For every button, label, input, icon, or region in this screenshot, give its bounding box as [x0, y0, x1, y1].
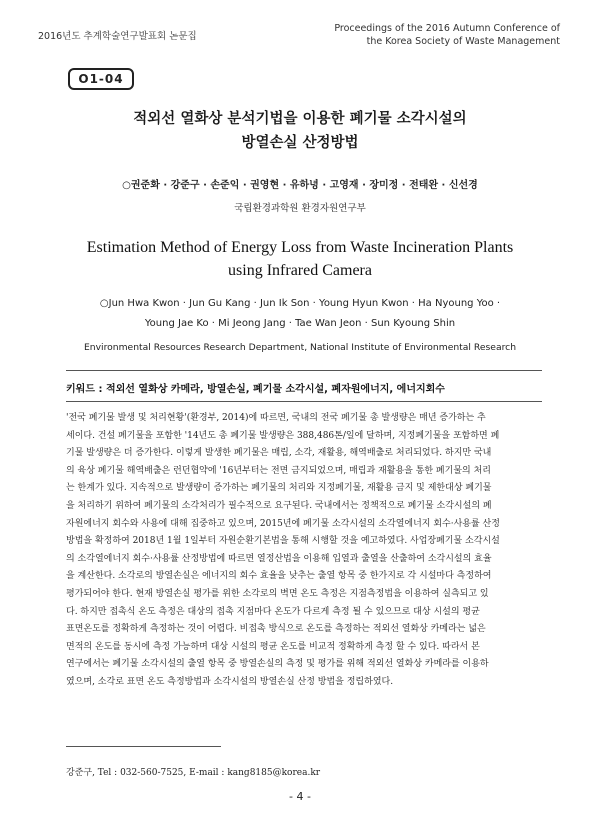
body-line: 다. 하지만 접촉식 온도 측정은 대상의 접촉 지점마다 온도가 다르게 측정 될 수 있으므로 대상 시설의 평균: [66, 606, 480, 617]
paper-code-badge: O1-04: [68, 68, 134, 90]
body-line: 기물 발생량은 더 증가한다. 이렇게 발생한 폐기물은 매립, 소각, 재활용, 해역배출로 처리되었다. 하지만 국내: [66, 448, 492, 459]
korean-affiliation: 국립환경과학원 환경자원연구부: [234, 203, 366, 214]
korean-title-line2: 방열손실 산정방법: [241, 135, 359, 151]
body-line: 의 소각열에너지 회수·사용률 산정방법에 따르면 열정산법을 이용해 입열과 출열을 산출하여 소각시설의 효율: [66, 553, 492, 564]
korean-title-line1: 적외선 열화상 분석기법을 이용한 폐기물 소각시설의: [133, 111, 467, 127]
keywords: 키워드 : 적외선 열화상 카메라, 방열손실, 폐기물 소각시설, 폐자원에너지, 에너지회수: [66, 384, 445, 395]
korean-authors: ○권준화 · 강준구 · 손준익 · 권영현 · 유하녕 · 고영재 · 장미정 · 전태완 · 신선경: [122, 180, 478, 191]
english-title-line1: Estimation Method of Energy Loss from Waste Incineration Plants: [86, 239, 514, 256]
body-line: 을 계산한다. 소각로의 방열손실은 에너지의 회수 효율을 낮추는 출열 항목 중 한가지로 각 시설마다 측정하여: [66, 571, 492, 582]
abstract-body: [66, 410, 542, 692]
english-affiliation: Environmental Resources Research Department, National Institute of Environmental Research: [83, 342, 517, 353]
body-line: 을 처리하기 위하여 폐기물의 소각처리가 필수적으로 요구된다. 국내에서는 정책적으로 폐기물 소각시설의 폐: [66, 500, 492, 511]
body-line: 평가되어야 한다. 현재 방열손실 평가를 위한 소각로의 벽면 온도 측정은 지점측정법을 이용하여 실측되고 있: [66, 588, 489, 599]
body-line: 였으며, 소각로 표면 온도 측정방법과 소각시설의 방열손실 산정 방법을 정립하였다.: [66, 676, 394, 687]
running-header-right: [334, 22, 560, 48]
page-number: - 4 -: [289, 790, 311, 803]
body-line: 세이다. 건설 폐기물을 포함한 '14년도 총 폐기물 발생량은 388,486톤/일에 달하며, 지정폐기물을 포함하면 폐: [66, 430, 500, 441]
body-line: 연구에서는 폐기물 소각시설의 출열 항목 중 방열손실의 측정 및 평가를 위해 적외선 열화상 카메라를 이용하: [66, 659, 489, 670]
running-header-right-line2: the Korea Society of Waste Management: [366, 36, 560, 47]
footnote-divider: [66, 746, 221, 747]
divider-keywords: [66, 401, 542, 402]
running-header-left: 2016년도 추계학술연구발표회 논문집: [38, 31, 197, 42]
english-title-line2: using Infrared Camera: [228, 262, 372, 279]
body-line: '전국 폐기물 발생 및 처리현황'(환경부, 2014)에 따르면, 국내의 전국 폐기물 총 발생량은 매년 증가하는 추: [66, 413, 486, 423]
body-line: 면적의 온도를 동시에 측정 가능하며 대상 시설의 평균 온도를 비교적 정확하게 측정 할 수 있다. 따라서 본: [66, 641, 480, 652]
footnote-contact: 강준구, Tel : 032-560-7525, E-mail : kang8185@korea.kr: [66, 768, 321, 778]
body-line: 자원에너지 회수와 사용에 대해 집중하고 있으며, 2015년에 폐기물 소각시설의 소각열에너지 회수·사용률 산정: [66, 518, 500, 529]
english-authors-line2: Young Jae Ko · Mi Jeong Jang · Tae Wan Jeon · Sun Kyoung Shin: [144, 318, 456, 329]
body-line: 는 한계가 있다. 지속적으로 발생량이 증가하는 폐기물의 처리와 지정폐기물, 재활용 금지 및 제한대상 폐기물: [66, 483, 492, 494]
body-line: 표면온도를 정확하게 측정하는 것이 어렵다. 비접촉 방식으로 온도를 측정하는 적외선 열화상 카메라는 넓은: [66, 624, 486, 635]
body-line: 의 육상 폐기물 해역배출은 런던협약에 '16년부터는 전면 금지되었으며, 매립과 재활용을 통한 폐기물의 처리: [66, 465, 491, 476]
divider-top: [66, 370, 542, 371]
english-authors-line1: ○Jun Hwa Kwon · Jun Gu Kang · Jun Ik Son · Young Hyun Kwon · Ha Nyoung Yoo ·: [99, 298, 501, 309]
running-header-right-line1: Proceedings of the 2016 Autumn Conference of: [334, 23, 560, 34]
body-line: 방법을 확정하여 2018년 1월 1일부터 자원순환기본법을 통해 시행할 것을 예고하였다. 사업장폐기물 소각시설: [66, 536, 500, 547]
